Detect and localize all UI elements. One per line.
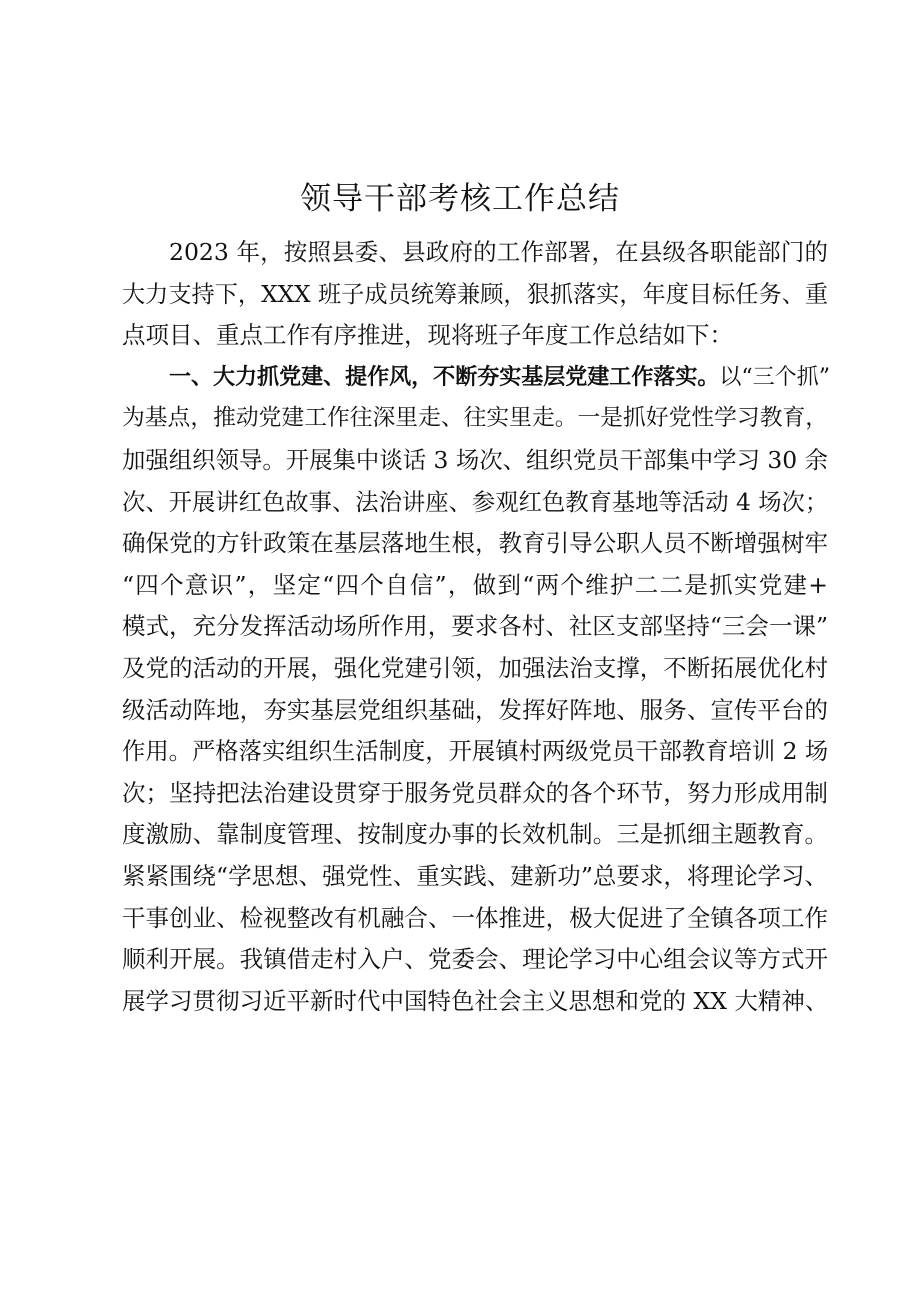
section1-line: “四个意识”，坚定“四个自信”，做到“两个维护二二是抓实党建+: [122, 570, 828, 599]
section1-line: 作用。严格落实组织生活制度，开展镇村两级党员干部教育培训 2 场: [122, 737, 829, 766]
section1-line: 及党的活动的开展，强化党建引领，加强法治支撑，不断拓展优化村: [122, 653, 828, 682]
section1-line: 紧紧围绕“学思想、强党性、重实践、建新功”总要求，将理论学习、: [122, 861, 828, 890]
section1-line: 顺利开展。我镇借走村入户、党委会、理论学习中心组会议等方式开: [122, 945, 828, 974]
intro-line: 点项目、重点工作有序推进，现将班子年度工作总结如下：: [122, 321, 733, 350]
section1-line: 次；坚持把法治建设贯穿于服务党员群众的各个环节，努力形成用制: [122, 778, 828, 807]
section1-line: 模式，充分发挥活动场所作用，要求各村、社区支部坚持“三会一课”: [122, 612, 828, 641]
section1-first-line-rest: 以“三个抓”: [719, 364, 830, 390]
section1-line: 加强组织领导。开展集中谈话 3 场次、组织党员干部集中学习 30 余: [122, 445, 828, 474]
section1-heading: 一、大力抓党建、提作风，不断夯实基层党建工作落实。: [169, 364, 720, 390]
section1-line: 次、开展讲红色故事、法治讲座、参观红色教育基地等活动 4 场次；: [122, 487, 829, 516]
document-body: [122, 232, 828, 1022]
section1-line: 度激励、靠制度管理、按制度办事的长效机制。三是抓细主题教育。: [122, 820, 828, 849]
intro-line: 大力支持下，XXX 班子成员统筹兼顾，狠抓落实，年度目标任务、重: [122, 280, 828, 308]
section1-line: 干事创业、检视整改有机融合、一体推进，极大促进了全镇各项工作: [122, 903, 828, 932]
section1-line: 为基点，推动党建工作往深里走、往实里走。一是抓好党性学习教育，: [122, 405, 828, 432]
intro-line: 2023 年，按照县委、县政府的工作部署，在县级各职能部门的: [169, 238, 828, 266]
section1-first-line: [122, 357, 828, 399]
section1-line: 级活动阵地，夯实基层党组织基础，发挥好阵地、服务、宣传平台的: [122, 695, 828, 724]
section1-line: 展学习贯彻习近平新时代中国特色社会主义思想和党的 XX 大精神、: [122, 986, 829, 1015]
section1-line: 确保党的方针政策在基层落地生根，教育引导公职人员不断增强树牢: [122, 529, 828, 558]
document-title: 领导干部考核工作总结: [300, 181, 620, 217]
